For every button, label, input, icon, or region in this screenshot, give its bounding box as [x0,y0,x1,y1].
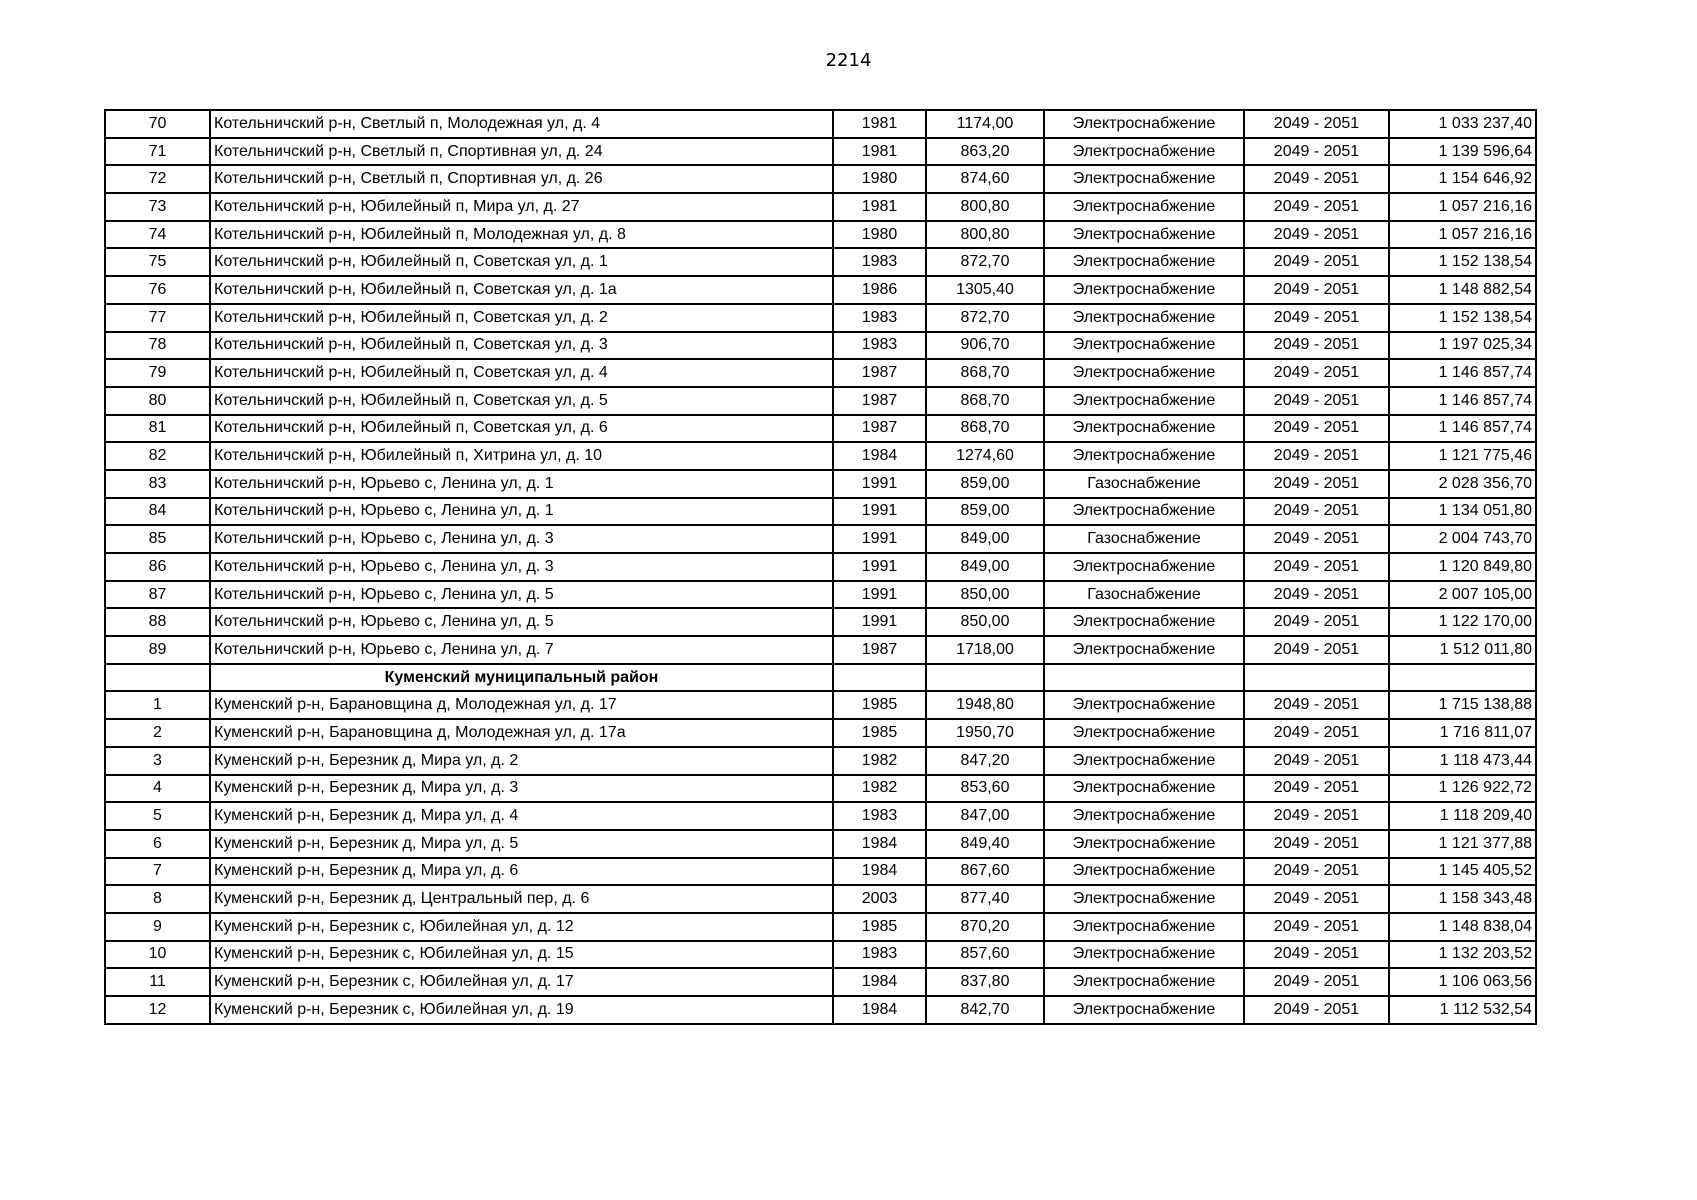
row-number: 81 [105,415,210,443]
year-cell: 1991 [833,498,926,526]
work-type-cell [1044,664,1244,692]
year-cell: 1987 [833,636,926,664]
area-cell: 1274,60 [926,442,1044,470]
row-number: 5 [105,802,210,830]
work-type-cell: Электроснабжение [1044,221,1244,249]
address-cell: Котельничский р-н, Юбилейный п, Молодежная ул, д. 8 [210,221,833,249]
period-cell: 2049 - 2051 [1244,913,1389,941]
table-row [105,525,1536,553]
section-title: Куменский муниципальный район [210,664,833,692]
address-cell: Куменский р-н, Березник д, Центральный пер, д. 6 [210,885,833,913]
address-cell: Куменский р-н, Березник с, Юбилейная ул, д. 19 [210,996,833,1024]
address-cell: Котельничский р-н, Светлый п, Молодежная ул, д. 4 [210,110,833,138]
area-cell: 849,00 [926,525,1044,553]
row-number: 87 [105,581,210,609]
year-cell: 1985 [833,719,926,747]
work-type-cell: Электроснабжение [1044,138,1244,166]
year-cell: 1986 [833,276,926,304]
table-row [105,221,1536,249]
year-cell: 1983 [833,248,926,276]
row-number: 84 [105,498,210,526]
period-cell: 2049 - 2051 [1244,110,1389,138]
cost-cell: 1 152 138,54 [1389,304,1536,332]
area-cell: 849,40 [926,830,1044,858]
row-number: 4 [105,775,210,803]
work-type-cell: Электроснабжение [1044,359,1244,387]
cost-cell: 1 512 011,80 [1389,636,1536,664]
period-cell: 2049 - 2051 [1244,304,1389,332]
table-row [105,691,1536,719]
period-cell: 2049 - 2051 [1244,387,1389,415]
cost-cell: 1 197 025,34 [1389,332,1536,360]
year-cell: 1991 [833,525,926,553]
row-number: 80 [105,387,210,415]
cost-cell: 2 007 105,00 [1389,581,1536,609]
work-type-cell: Электроснабжение [1044,415,1244,443]
area-cell: 870,20 [926,913,1044,941]
row-number: 3 [105,747,210,775]
area-cell: 859,00 [926,470,1044,498]
period-cell: 2049 - 2051 [1244,165,1389,193]
table-row [105,553,1536,581]
area-cell: 868,70 [926,415,1044,443]
cost-cell: 1 158 343,48 [1389,885,1536,913]
row-number: 71 [105,138,210,166]
work-type-cell: Электроснабжение [1044,719,1244,747]
period-cell: 2049 - 2051 [1244,830,1389,858]
cost-cell: 1 146 857,74 [1389,359,1536,387]
cost-cell: 1 145 405,52 [1389,858,1536,886]
row-number: 7 [105,858,210,886]
address-cell: Котельничский р-н, Юрьево с, Ленина ул, д. 3 [210,553,833,581]
cost-cell: 1 057 216,16 [1389,193,1536,221]
repair-schedule-table [104,109,1537,1025]
area-cell: 1174,00 [926,110,1044,138]
period-cell: 2049 - 2051 [1244,332,1389,360]
year-cell: 1981 [833,138,926,166]
row-number: 85 [105,525,210,553]
address-cell: Котельничский р-н, Юбилейный п, Советская ул, д. 1а [210,276,833,304]
address-cell: Куменский р-н, Березник д, Мира ул, д. 4 [210,802,833,830]
area-cell: 863,20 [926,138,1044,166]
work-type-cell: Электроснабжение [1044,442,1244,470]
cost-cell: 2 028 356,70 [1389,470,1536,498]
work-type-cell: Электроснабжение [1044,802,1244,830]
cost-cell: 1 148 838,04 [1389,913,1536,941]
row-number: 11 [105,968,210,996]
area-cell: 800,80 [926,193,1044,221]
cost-cell: 1 106 063,56 [1389,968,1536,996]
table-row [105,138,1536,166]
area-cell: 874,60 [926,165,1044,193]
year-cell: 1985 [833,913,926,941]
address-cell: Куменский р-н, Березник с, Юбилейная ул, д. 12 [210,913,833,941]
area-cell: 849,00 [926,553,1044,581]
work-type-cell: Электроснабжение [1044,858,1244,886]
table-row [105,415,1536,443]
address-cell: Куменский р-н, Березник д, Мира ул, д. 3 [210,775,833,803]
year-cell: 1980 [833,165,926,193]
period-cell [1244,664,1389,692]
work-type-cell: Электроснабжение [1044,996,1244,1024]
table-row [105,968,1536,996]
work-type-cell: Электроснабжение [1044,553,1244,581]
row-number: 8 [105,885,210,913]
address-cell: Куменский р-н, Березник с, Юбилейная ул, д. 17 [210,968,833,996]
address-cell: Куменский р-н, Березник с, Юбилейная ул, д. 15 [210,941,833,969]
period-cell: 2049 - 2051 [1244,996,1389,1024]
work-type-cell: Электроснабжение [1044,110,1244,138]
work-type-cell: Газоснабжение [1044,581,1244,609]
row-number: 86 [105,553,210,581]
work-type-cell: Газоснабжение [1044,470,1244,498]
work-type-cell: Электроснабжение [1044,248,1244,276]
address-cell: Котельничский р-н, Юрьево с, Ленина ул, д. 3 [210,525,833,553]
address-cell: Куменский р-н, Березник д, Мира ул, д. 5 [210,830,833,858]
work-type-cell: Электроснабжение [1044,387,1244,415]
cost-cell: 1 121 377,88 [1389,830,1536,858]
area-cell: 867,60 [926,858,1044,886]
address-cell: Куменский р-н, Барановщина д, Молодежная ул, д. 17а [210,719,833,747]
area-cell: 847,20 [926,747,1044,775]
address-cell: Котельничский р-н, Юбилейный п, Советская ул, д. 1 [210,248,833,276]
address-cell: Котельничский р-н, Юбилейный п, Советская ул, д. 5 [210,387,833,415]
year-cell: 1983 [833,802,926,830]
table-row [105,248,1536,276]
area-cell: 1718,00 [926,636,1044,664]
area-cell [926,664,1044,692]
cost-cell: 1 146 857,74 [1389,415,1536,443]
period-cell: 2049 - 2051 [1244,553,1389,581]
row-number: 12 [105,996,210,1024]
period-cell: 2049 - 2051 [1244,636,1389,664]
table-row [105,941,1536,969]
year-cell: 1985 [833,691,926,719]
table-row [105,858,1536,886]
cost-cell: 1 715 138,88 [1389,691,1536,719]
year-cell: 2003 [833,885,926,913]
period-cell: 2049 - 2051 [1244,581,1389,609]
area-cell: 853,60 [926,775,1044,803]
address-cell: Котельничский р-н, Юрьево с, Ленина ул, д. 5 [210,581,833,609]
row-number: 1 [105,691,210,719]
period-cell: 2049 - 2051 [1244,691,1389,719]
work-type-cell: Электроснабжение [1044,636,1244,664]
table-row [105,802,1536,830]
area-cell: 868,70 [926,387,1044,415]
row-number: 10 [105,941,210,969]
row-number: 83 [105,470,210,498]
area-cell: 850,00 [926,608,1044,636]
cost-cell: 1 121 775,46 [1389,442,1536,470]
area-cell: 847,00 [926,802,1044,830]
period-cell: 2049 - 2051 [1244,858,1389,886]
area-cell: 837,80 [926,968,1044,996]
work-type-cell: Электроснабжение [1044,830,1244,858]
period-cell: 2049 - 2051 [1244,747,1389,775]
row-number: 79 [105,359,210,387]
address-cell: Котельничский р-н, Юрьево с, Ленина ул, д. 1 [210,498,833,526]
year-cell: 1983 [833,941,926,969]
cost-cell: 1 152 138,54 [1389,248,1536,276]
period-cell: 2049 - 2051 [1244,885,1389,913]
table-row [105,581,1536,609]
area-cell: 906,70 [926,332,1044,360]
period-cell: 2049 - 2051 [1244,276,1389,304]
work-type-cell: Электроснабжение [1044,165,1244,193]
year-cell: 1984 [833,858,926,886]
year-cell: 1981 [833,193,926,221]
year-cell: 1982 [833,747,926,775]
table-row [105,830,1536,858]
address-cell: Куменский р-н, Барановщина д, Молодежная ул, д. 17 [210,691,833,719]
table-body [105,110,1536,1024]
table-row [105,110,1536,138]
area-cell: 850,00 [926,581,1044,609]
area-cell: 868,70 [926,359,1044,387]
table-row [105,913,1536,941]
table-row [105,442,1536,470]
period-cell: 2049 - 2051 [1244,442,1389,470]
table-row [105,387,1536,415]
year-cell: 1987 [833,415,926,443]
work-type-cell: Электроснабжение [1044,608,1244,636]
year-cell [833,664,926,692]
table-row [105,193,1536,221]
address-cell: Котельничский р-н, Юбилейный п, Советская ул, д. 3 [210,332,833,360]
address-cell: Котельничский р-н, Светлый п, Спортивная ул, д. 24 [210,138,833,166]
area-cell: 872,70 [926,248,1044,276]
work-type-cell: Электроснабжение [1044,885,1244,913]
work-type-cell: Электроснабжение [1044,968,1244,996]
row-number: 75 [105,248,210,276]
cost-cell: 1 120 849,80 [1389,553,1536,581]
row-number: 74 [105,221,210,249]
year-cell: 1984 [833,968,926,996]
period-cell: 2049 - 2051 [1244,802,1389,830]
section-header-row [105,664,1536,692]
row-number: 9 [105,913,210,941]
address-cell: Котельничский р-н, Юбилейный п, Советская ул, д. 4 [210,359,833,387]
row-number: 2 [105,719,210,747]
row-number: 88 [105,608,210,636]
period-cell: 2049 - 2051 [1244,248,1389,276]
table-row [105,276,1536,304]
row-number: 89 [105,636,210,664]
cost-cell: 1 134 051,80 [1389,498,1536,526]
table-row [105,498,1536,526]
year-cell: 1991 [833,608,926,636]
address-cell: Котельничский р-н, Юбилейный п, Советская ул, д. 6 [210,415,833,443]
cost-cell: 1 154 646,92 [1389,165,1536,193]
cost-cell: 1 057 216,16 [1389,221,1536,249]
year-cell: 1991 [833,470,926,498]
row-number: 77 [105,304,210,332]
table-row [105,885,1536,913]
area-cell: 842,70 [926,996,1044,1024]
table-row [105,996,1536,1024]
work-type-cell: Электроснабжение [1044,941,1244,969]
period-cell: 2049 - 2051 [1244,968,1389,996]
area-cell: 877,40 [926,885,1044,913]
year-cell: 1983 [833,332,926,360]
period-cell: 2049 - 2051 [1244,775,1389,803]
period-cell: 2049 - 2051 [1244,498,1389,526]
cost-cell: 1 118 209,40 [1389,802,1536,830]
work-type-cell: Газоснабжение [1044,525,1244,553]
table-row [105,636,1536,664]
page-number: 2214 [825,50,872,71]
cost-cell: 1 139 596,64 [1389,138,1536,166]
row-number: 70 [105,110,210,138]
address-cell: Котельничский р-н, Юрьево с, Ленина ул, д. 1 [210,470,833,498]
row-number: 72 [105,165,210,193]
cost-cell: 1 033 237,40 [1389,110,1536,138]
row-number: 73 [105,193,210,221]
table-row [105,608,1536,636]
cost-cell [1389,664,1536,692]
cost-cell: 1 122 170,00 [1389,608,1536,636]
table-row [105,747,1536,775]
work-type-cell: Электроснабжение [1044,913,1244,941]
cost-cell: 1 148 882,54 [1389,276,1536,304]
year-cell: 1983 [833,304,926,332]
year-cell: 1980 [833,221,926,249]
row-number: 82 [105,442,210,470]
period-cell: 2049 - 2051 [1244,138,1389,166]
address-cell: Куменский р-н, Березник д, Мира ул, д. 2 [210,747,833,775]
work-type-cell: Электроснабжение [1044,332,1244,360]
table-row [105,165,1536,193]
area-cell: 1948,80 [926,691,1044,719]
period-cell: 2049 - 2051 [1244,608,1389,636]
work-type-cell: Электроснабжение [1044,304,1244,332]
area-cell: 857,60 [926,941,1044,969]
year-cell: 1984 [833,996,926,1024]
year-cell: 1987 [833,359,926,387]
address-cell: Котельничский р-н, Юрьево с, Ленина ул, д. 7 [210,636,833,664]
table-row [105,470,1536,498]
period-cell: 2049 - 2051 [1244,719,1389,747]
work-type-cell: Электроснабжение [1044,747,1244,775]
cost-cell: 1 132 203,52 [1389,941,1536,969]
area-cell: 859,00 [926,498,1044,526]
year-cell: 1984 [833,830,926,858]
work-type-cell: Электроснабжение [1044,691,1244,719]
table-row [105,719,1536,747]
address-cell: Котельничский р-н, Светлый п, Спортивная ул, д. 26 [210,165,833,193]
year-cell: 1982 [833,775,926,803]
address-cell: Котельничский р-н, Юбилейный п, Советская ул, д. 2 [210,304,833,332]
cost-cell: 2 004 743,70 [1389,525,1536,553]
cost-cell: 1 716 811,07 [1389,719,1536,747]
cost-cell: 1 146 857,74 [1389,387,1536,415]
area-cell: 800,80 [926,221,1044,249]
address-cell: Котельничский р-н, Юбилейный п, Мира ул, д. 27 [210,193,833,221]
period-cell: 2049 - 2051 [1244,941,1389,969]
period-cell: 2049 - 2051 [1244,359,1389,387]
period-cell: 2049 - 2051 [1244,470,1389,498]
year-cell: 1981 [833,110,926,138]
table-row [105,304,1536,332]
cost-cell: 1 112 532,54 [1389,996,1536,1024]
year-cell: 1991 [833,581,926,609]
work-type-cell: Электроснабжение [1044,498,1244,526]
year-cell: 1987 [833,387,926,415]
period-cell: 2049 - 2051 [1244,525,1389,553]
work-type-cell: Электроснабжение [1044,193,1244,221]
row-number: 78 [105,332,210,360]
period-cell: 2049 - 2051 [1244,193,1389,221]
cost-cell: 1 126 922,72 [1389,775,1536,803]
address-cell: Куменский р-н, Березник д, Мира ул, д. 6 [210,858,833,886]
address-cell: Котельничский р-н, Юрьево с, Ленина ул, д. 5 [210,608,833,636]
row-number: 6 [105,830,210,858]
area-cell: 1950,70 [926,719,1044,747]
row-number [105,664,210,692]
work-type-cell: Электроснабжение [1044,775,1244,803]
year-cell: 1984 [833,442,926,470]
cost-cell: 1 118 473,44 [1389,747,1536,775]
year-cell: 1991 [833,553,926,581]
row-number: 76 [105,276,210,304]
address-cell: Котельничский р-н, Юбилейный п, Хитрина ул, д. 10 [210,442,833,470]
period-cell: 2049 - 2051 [1244,415,1389,443]
table-row [105,775,1536,803]
table-row [105,359,1536,387]
table-row [105,332,1536,360]
period-cell: 2049 - 2051 [1244,221,1389,249]
work-type-cell: Электроснабжение [1044,276,1244,304]
area-cell: 1305,40 [926,276,1044,304]
area-cell: 872,70 [926,304,1044,332]
